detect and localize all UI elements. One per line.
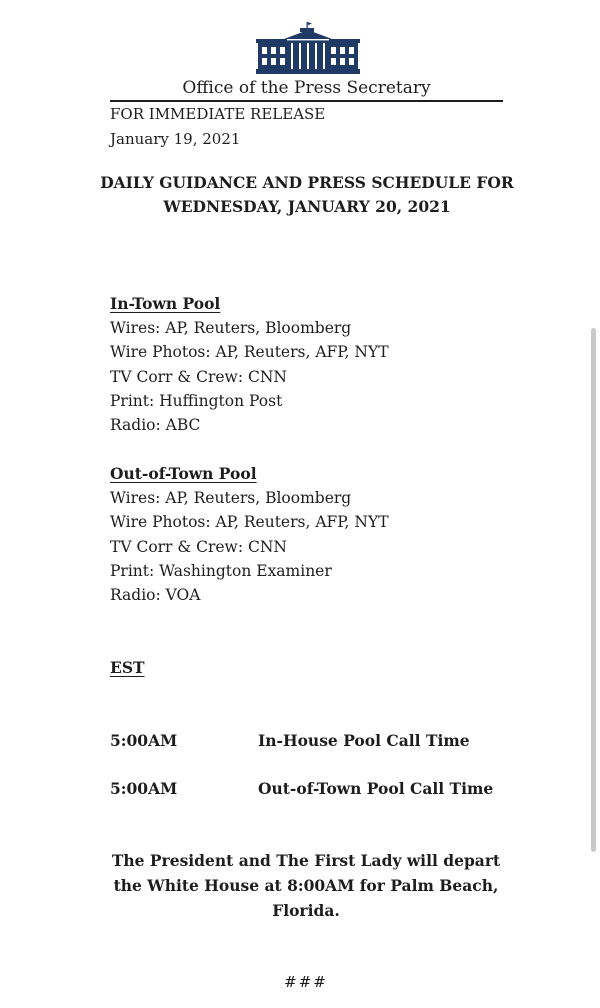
departure-note bbox=[95, 848, 517, 923]
pool-item: Wires: AP, Reuters, Bloomberg bbox=[110, 489, 352, 507]
schedule-time: 5:00AM bbox=[110, 779, 178, 798]
pool-item: TV Corr & Crew: CNN bbox=[110, 538, 287, 556]
headline-line-1: DAILY GUIDANCE AND PRESS SCHEDULE FOR bbox=[100, 173, 514, 192]
pool-item: Wire Photos: AP, Reuters, AFP, NYT bbox=[110, 513, 389, 531]
timezone-heading: EST bbox=[110, 658, 145, 677]
pool-item: Print: Huffington Post bbox=[110, 392, 283, 410]
departure-line-2: the White House at 8:00AM for Palm Beach, bbox=[113, 876, 499, 895]
departure-line-3: Florida. bbox=[272, 901, 340, 920]
pool-item: Print: Washington Examiner bbox=[110, 562, 332, 580]
out-of-town-pool-heading: Out-of-Town Pool bbox=[110, 464, 257, 483]
end-mark: ### bbox=[284, 973, 328, 991]
schedule-row bbox=[110, 777, 493, 801]
schedule-event: Out-of-Town Pool Call Time bbox=[258, 779, 494, 798]
schedule-row bbox=[110, 729, 470, 753]
release-label: FOR IMMEDIATE RELEASE bbox=[110, 105, 326, 123]
in-town-pool-heading: In-Town Pool bbox=[110, 294, 221, 313]
pool-item: TV Corr & Crew: CNN bbox=[110, 368, 287, 386]
departure-line-1: The President and The First Lady will depart bbox=[111, 851, 501, 870]
white-house-logo bbox=[256, 22, 360, 74]
pool-item: Radio: VOA bbox=[110, 586, 201, 604]
pool-item: Wire Photos: AP, Reuters, AFP, NYT bbox=[110, 343, 389, 361]
pool-item: Radio: ABC bbox=[110, 416, 201, 434]
pool-item: Wires: AP, Reuters, Bloomberg bbox=[110, 319, 352, 337]
schedule-headline bbox=[60, 171, 554, 219]
schedule-event: In-House Pool Call Time bbox=[258, 731, 470, 750]
schedule-time: 5:00AM bbox=[110, 731, 178, 750]
scrollbar[interactable] bbox=[591, 328, 596, 852]
release-date: January 19, 2021 bbox=[110, 130, 241, 148]
headline-line-2: WEDNESDAY, JANUARY 20, 2021 bbox=[163, 197, 451, 216]
office-title: Office of the Press Secretary bbox=[182, 78, 431, 98]
